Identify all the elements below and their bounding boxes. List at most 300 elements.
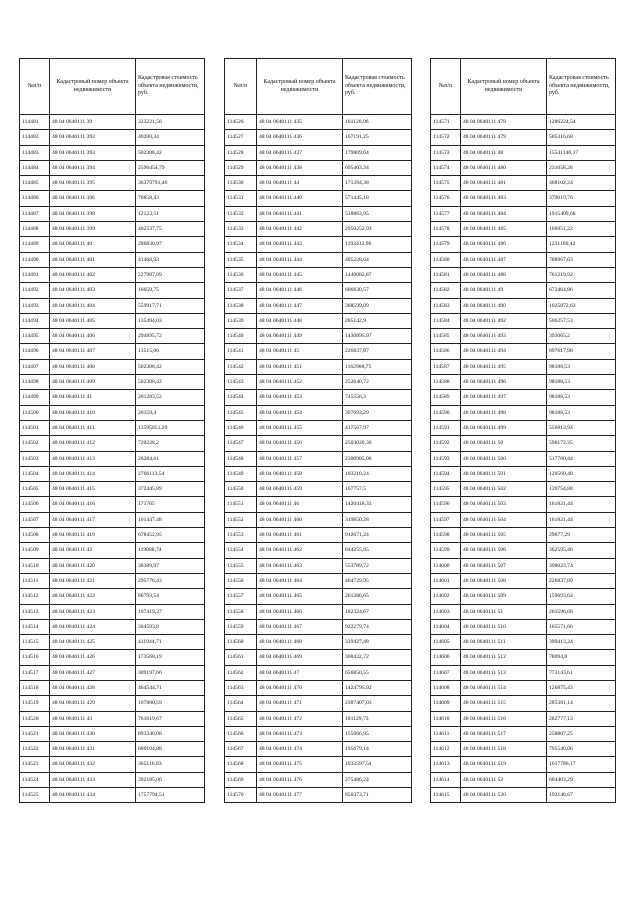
table-row bbox=[431, 390, 616, 405]
cadastral-number: 48 04 0640111 427 bbox=[50, 665, 136, 680]
cadastral-number: 48 04 0640111 396 bbox=[50, 191, 136, 206]
cadastral-value: 761219,92 bbox=[547, 267, 616, 282]
table-row bbox=[431, 222, 616, 237]
table-row bbox=[20, 573, 205, 588]
row-number: 114526 bbox=[225, 115, 257, 130]
table-row bbox=[431, 191, 616, 206]
cadastral-number: 48 04 0640111 453 bbox=[257, 390, 343, 405]
table-body bbox=[431, 115, 616, 803]
cadastral-number: 48 04 0640111 41 bbox=[50, 390, 136, 405]
row-number: 114492 bbox=[20, 283, 50, 298]
row-number: 114536 bbox=[225, 267, 257, 282]
cadastral-value: 309197,66 bbox=[136, 665, 205, 680]
cadastral-value: 16659,75 bbox=[136, 283, 205, 298]
cadastral-value: 1424795,92 bbox=[343, 680, 412, 695]
cadastral-number: 48 04 0640111 47 bbox=[257, 665, 343, 680]
cadastral-number: 48 04 0640111 394 bbox=[50, 160, 136, 175]
cadastral-number: 48 04 0640111 506 bbox=[461, 543, 547, 558]
table-row bbox=[225, 267, 412, 282]
row-number: 114485 bbox=[20, 176, 50, 191]
row-number: 114603 bbox=[431, 604, 461, 619]
cadastral-value: 468102,24 bbox=[547, 176, 616, 191]
row-number: 114614 bbox=[431, 772, 461, 787]
cadastral-value: 159693,64 bbox=[547, 589, 616, 604]
table-row bbox=[225, 375, 412, 390]
row-number: 114542 bbox=[225, 359, 257, 374]
cadastral-value: 1231160,42 bbox=[547, 237, 616, 252]
row-number: 114543 bbox=[225, 375, 257, 390]
row-number: 114575 bbox=[431, 176, 461, 191]
cadastral-value: 319850,28 bbox=[343, 512, 412, 527]
cadastral-value: 912671,24 bbox=[343, 528, 412, 543]
table-row bbox=[431, 497, 616, 512]
table-row bbox=[20, 375, 205, 390]
table-row bbox=[431, 436, 616, 451]
cadastral-value: 192148,67 bbox=[547, 788, 616, 803]
row-number: 114482 bbox=[20, 130, 50, 145]
cadastral-number: 48 04 0640111 432 bbox=[50, 757, 136, 772]
cadastral-value: 282777,13 bbox=[547, 711, 616, 726]
table-row bbox=[20, 558, 205, 573]
cadastral-value: 402537,75 bbox=[136, 222, 205, 237]
cadastral-value: 161120,06 bbox=[343, 115, 412, 130]
row-number: 114500 bbox=[20, 405, 50, 420]
table-row bbox=[225, 604, 412, 619]
cadastral-number: 48 04 0640111 399 bbox=[50, 222, 136, 237]
row-number: 114539 bbox=[225, 313, 257, 328]
table-row bbox=[431, 145, 616, 160]
cadastral-value: 226837,89 bbox=[547, 573, 616, 588]
row-number: 114522 bbox=[20, 742, 50, 757]
cadastral-number: 48 04 0640111 494 bbox=[461, 344, 547, 359]
table-row bbox=[225, 191, 412, 206]
table-row bbox=[431, 344, 616, 359]
cadastral-number: 48 04 0640111 426 bbox=[50, 650, 136, 665]
row-number: 114490 bbox=[20, 252, 50, 267]
cadastral-number: 48 04 0640111 430 bbox=[50, 726, 136, 741]
cadastral-value: 227987,89 bbox=[136, 267, 205, 282]
cadastral-number: 48 04 0640111 485 bbox=[461, 222, 547, 237]
table-row bbox=[225, 145, 412, 160]
table-row bbox=[225, 772, 412, 787]
header-num: №п/п bbox=[225, 59, 257, 115]
cadastral-value: 505316,68 bbox=[547, 130, 616, 145]
table-row bbox=[225, 466, 412, 481]
cadastral-value: 171765 bbox=[136, 497, 205, 512]
row-number: 114546 bbox=[225, 420, 257, 435]
table-row bbox=[20, 650, 205, 665]
row-number: 114528 bbox=[225, 145, 257, 160]
row-number: 114481 bbox=[20, 115, 50, 130]
row-number: 114612 bbox=[431, 742, 461, 757]
cadastral-number: 48 04 0640111 512 bbox=[461, 650, 547, 665]
cadastral-number: 48 04 0640111 403 bbox=[50, 283, 136, 298]
row-number: 114588 bbox=[431, 375, 461, 390]
cadastral-value: 167191,25 bbox=[343, 130, 412, 145]
table-row bbox=[20, 298, 205, 313]
row-number: 114510 bbox=[20, 558, 50, 573]
row-number: 114548 bbox=[225, 451, 257, 466]
cadastral-number: 48 04 0640111 414 bbox=[50, 466, 136, 481]
table-row bbox=[20, 359, 205, 374]
cadastral-number: 48 04 0640111 412 bbox=[50, 436, 136, 451]
cadastral-value: 362595,46 bbox=[547, 543, 616, 558]
row-number: 114549 bbox=[225, 466, 257, 481]
table-header-row bbox=[225, 59, 412, 115]
row-number: 114566 bbox=[225, 726, 257, 741]
cadastral-value: 161821,44 bbox=[547, 497, 616, 512]
cadastral-value: 285142,9 bbox=[343, 313, 412, 328]
cadastral-value: 922279,74 bbox=[343, 619, 412, 634]
cadastral-number: 48 04 0640111 496 bbox=[461, 375, 547, 390]
table-row bbox=[225, 635, 412, 650]
table-row bbox=[20, 589, 205, 604]
cadastral-value: 126875,43 bbox=[547, 680, 616, 695]
cadastral-number: 48 04 0640111 472 bbox=[257, 711, 343, 726]
cadastral-value: 107419,37 bbox=[136, 604, 205, 619]
cadastral-number: 48 04 0640111 465 bbox=[257, 589, 343, 604]
table-row bbox=[20, 528, 205, 543]
cadastral-number: 48 04 0640111 443 bbox=[257, 237, 343, 252]
cadastral-number: 48 04 0640111 398 bbox=[50, 206, 136, 221]
table-row bbox=[225, 115, 412, 130]
cadastral-value: 120560,48 bbox=[547, 466, 616, 481]
table-row bbox=[20, 543, 205, 558]
cadastral-number: 48 04 0640111 481 bbox=[461, 176, 547, 191]
table-row bbox=[225, 252, 412, 267]
cadastral-number: 48 04 0640111 51 bbox=[461, 604, 547, 619]
cadastral-value: 70858,43 bbox=[136, 191, 205, 206]
row-number: 114523 bbox=[20, 757, 50, 772]
table-row bbox=[20, 726, 205, 741]
cadastral-number: 48 04 0640111 45 bbox=[257, 344, 343, 359]
row-number: 114491 bbox=[20, 267, 50, 282]
cadastral-table-2 bbox=[224, 58, 412, 803]
table-row bbox=[431, 696, 616, 711]
row-number: 114611 bbox=[431, 726, 461, 741]
cadastral-value: 680104,88 bbox=[136, 742, 205, 757]
cadastral-value: 556813,94 bbox=[547, 420, 616, 435]
row-number: 114573 bbox=[431, 145, 461, 160]
cadastral-number: 48 04 0640111 440 bbox=[257, 191, 343, 206]
row-number: 114578 bbox=[431, 222, 461, 237]
row-number: 114606 bbox=[431, 650, 461, 665]
cadastral-value: 596172,35 bbox=[547, 436, 616, 451]
row-number: 114489 bbox=[20, 237, 50, 252]
table-row bbox=[431, 359, 616, 374]
cadastral-value: 80793,54 bbox=[136, 589, 205, 604]
table-row bbox=[225, 543, 412, 558]
row-number: 114518 bbox=[20, 680, 50, 695]
cadastral-value: 379019,76 bbox=[547, 191, 616, 206]
row-number: 114600 bbox=[431, 558, 461, 573]
cadastral-value: 417567,97 bbox=[343, 420, 412, 435]
table-row bbox=[225, 619, 412, 634]
row-number: 114553 bbox=[225, 528, 257, 543]
cadastral-number: 48 04 0640111 431 bbox=[50, 742, 136, 757]
cadastral-number: 48 04 0640111 39 bbox=[50, 115, 136, 130]
table-row bbox=[431, 160, 616, 175]
table-row bbox=[225, 313, 412, 328]
table-row bbox=[225, 573, 412, 588]
cadastral-number: 48 04 0640111 456 bbox=[257, 436, 343, 451]
row-number: 114503 bbox=[20, 451, 50, 466]
row-number: 114484 bbox=[20, 160, 50, 175]
cadastral-value: 397693,29 bbox=[343, 405, 412, 420]
cadastral-value: 12123,51 bbox=[136, 206, 205, 221]
cadastral-number: 48 04 0640111 516 bbox=[461, 711, 547, 726]
cadastral-number: 48 04 0640111 503 bbox=[461, 497, 547, 512]
cadastral-value: 506257,53 bbox=[547, 313, 616, 328]
cadastral-number: 48 04 0640111 44 bbox=[257, 176, 343, 191]
cadastral-number: 48 04 0640111 428 bbox=[50, 680, 136, 695]
table-row bbox=[431, 528, 616, 543]
cadastral-value: 745556,3 bbox=[343, 390, 412, 405]
table-row bbox=[20, 130, 205, 145]
table-row bbox=[431, 742, 616, 757]
cadastral-value: 411944,71 bbox=[136, 635, 205, 650]
cadastral-value: 13515,06 bbox=[136, 344, 205, 359]
cadastral-number: 48 04 0640111 519 bbox=[461, 757, 547, 772]
row-number: 114550 bbox=[225, 482, 257, 497]
table-row bbox=[225, 742, 412, 757]
row-number: 114538 bbox=[225, 298, 257, 313]
cadastral-number: 48 04 0640111 446 bbox=[257, 283, 343, 298]
table-header-row bbox=[20, 59, 205, 115]
table-row bbox=[225, 528, 412, 543]
row-number: 114569 bbox=[225, 772, 257, 787]
cadastral-number: 48 04 0640111 52 bbox=[461, 772, 547, 787]
cadastral-value: 101447,48 bbox=[136, 512, 205, 527]
row-number: 114488 bbox=[20, 222, 50, 237]
cadastral-number: 48 04 0640111 493 bbox=[461, 329, 547, 344]
table-row bbox=[225, 436, 412, 451]
table-row bbox=[225, 206, 412, 221]
cadastral-number: 48 04 0640111 475 bbox=[257, 757, 343, 772]
table-row bbox=[225, 589, 412, 604]
cadastral-value: 393065,2 bbox=[547, 329, 616, 344]
cadastral-number: 48 04 0640111 473 bbox=[257, 726, 343, 741]
cadastral-value: 201283,52 bbox=[136, 390, 205, 405]
cadastral-value: 604403,29 bbox=[547, 772, 616, 787]
table-row bbox=[225, 558, 412, 573]
cadastral-number: 48 04 0640111 497 bbox=[461, 390, 547, 405]
cadastral-number: 48 04 0640111 495 bbox=[461, 359, 547, 374]
cadastral-value: 295776,43 bbox=[136, 573, 205, 588]
row-number: 114531 bbox=[225, 191, 257, 206]
cadastral-table-1 bbox=[19, 58, 205, 803]
cadastral-value: 231058,28 bbox=[547, 160, 616, 175]
row-number: 114574 bbox=[431, 160, 461, 175]
cadastral-value: 339427,48 bbox=[343, 635, 412, 650]
row-number: 114609 bbox=[431, 696, 461, 711]
cadastral-value: 161821,44 bbox=[547, 512, 616, 527]
row-number: 114509 bbox=[20, 543, 50, 558]
cadastral-number: 48 04 0640111 458 bbox=[257, 466, 343, 481]
row-number: 114512 bbox=[20, 589, 50, 604]
table-row bbox=[20, 176, 205, 191]
row-number: 114520 bbox=[20, 711, 50, 726]
cadastral-value: 36379791,46 bbox=[136, 176, 205, 191]
cadastral-number: 48 04 0640111 514 bbox=[461, 680, 547, 695]
row-number: 114506 bbox=[20, 497, 50, 512]
table-row bbox=[225, 176, 412, 191]
cadastral-value: 656850,55 bbox=[343, 665, 412, 680]
cadastral-value: 893340,08 bbox=[136, 726, 205, 741]
cadastral-number: 48 04 0640111 461 bbox=[257, 528, 343, 543]
table-row bbox=[20, 619, 205, 634]
cadastral-number: 48 04 0640111 504 bbox=[461, 512, 547, 527]
row-number: 114551 bbox=[225, 497, 257, 512]
cadastral-number: 48 04 0640111 436 bbox=[257, 130, 343, 145]
row-number: 114530 bbox=[225, 176, 257, 191]
row-number: 114597 bbox=[431, 512, 461, 527]
cadastral-number: 48 04 0640111 515 bbox=[461, 696, 547, 711]
row-number: 114571 bbox=[431, 115, 461, 130]
cadastral-value: 103210,24 bbox=[343, 466, 412, 481]
cadastral-value: 2300985,06 bbox=[343, 451, 412, 466]
row-number: 114534 bbox=[225, 237, 257, 252]
table-row bbox=[225, 359, 412, 374]
row-number: 114496 bbox=[20, 344, 50, 359]
cadastral-number: 48 04 0640111 419 bbox=[50, 528, 136, 543]
cadastral-number: 48 04 0640111 454 bbox=[257, 405, 343, 420]
cadastral-value: 720228,2 bbox=[136, 436, 205, 451]
cadastral-value: 464544,71 bbox=[136, 680, 205, 695]
cadastral-number: 48 04 0640111 392 bbox=[50, 130, 136, 145]
row-number: 114576 bbox=[431, 191, 461, 206]
table-row bbox=[20, 405, 205, 420]
table-row bbox=[20, 497, 205, 512]
row-number: 114563 bbox=[225, 680, 257, 695]
table-row bbox=[225, 160, 412, 175]
cadastral-value: 13595851,29 bbox=[136, 420, 205, 435]
cadastral-number: 48 04 0640111 48 bbox=[461, 145, 547, 160]
cadastral-value: 368599,09 bbox=[343, 298, 412, 313]
cadastral-value: 179809,64 bbox=[343, 145, 412, 160]
cadastral-number: 48 04 0640111 423 bbox=[50, 604, 136, 619]
table-row bbox=[225, 329, 412, 344]
table-row bbox=[431, 237, 616, 252]
cadastral-number: 48 04 0640111 406 bbox=[50, 329, 136, 344]
table-row bbox=[431, 788, 616, 803]
table-row bbox=[225, 757, 412, 772]
cadastral-value: 20159,4 bbox=[136, 405, 205, 420]
row-number: 114515 bbox=[20, 635, 50, 650]
cadastral-number: 48 04 0640111 408 bbox=[50, 359, 136, 374]
row-number: 114602 bbox=[431, 589, 461, 604]
table-row bbox=[20, 191, 205, 206]
cadastral-number: 48 04 0640111 451 bbox=[257, 359, 343, 374]
cadastral-number: 48 04 0640111 448 bbox=[257, 313, 343, 328]
cadastral-number: 48 04 0640111 518 bbox=[461, 742, 547, 757]
table-row bbox=[20, 665, 205, 680]
cadastral-value: 2950252,93 bbox=[343, 222, 412, 237]
table-row bbox=[225, 405, 412, 420]
table-row bbox=[20, 115, 205, 130]
cadastral-value: 850373,71 bbox=[343, 788, 412, 803]
cadastral-value: 20284,61 bbox=[136, 451, 205, 466]
cadastral-value: 1446082,87 bbox=[343, 267, 412, 282]
cadastral-value: 181129,73 bbox=[343, 711, 412, 726]
table-row bbox=[431, 405, 616, 420]
row-number: 114577 bbox=[431, 206, 461, 221]
table-row bbox=[20, 512, 205, 527]
cadastral-number: 48 04 0640111 42 bbox=[50, 543, 136, 558]
cadastral-value: 405228,64 bbox=[343, 252, 412, 267]
row-number: 114570 bbox=[225, 788, 257, 803]
row-number: 114532 bbox=[225, 206, 257, 221]
cadastral-value: 399413,24 bbox=[547, 635, 616, 650]
table-row bbox=[431, 176, 616, 191]
row-number: 114557 bbox=[225, 589, 257, 604]
cadastral-value: 107880,59 bbox=[136, 696, 205, 711]
cadastral-value: 1162988,75 bbox=[343, 359, 412, 374]
row-number: 114590 bbox=[431, 405, 461, 420]
table-row bbox=[431, 267, 616, 282]
row-number: 114487 bbox=[20, 206, 50, 221]
row-number: 114525 bbox=[20, 788, 50, 803]
row-number: 114568 bbox=[225, 757, 257, 772]
row-number: 114604 bbox=[431, 619, 461, 634]
row-number: 114533 bbox=[225, 222, 257, 237]
table-row bbox=[20, 788, 205, 803]
table-row bbox=[431, 420, 616, 435]
cadastral-number: 48 04 0640111 447 bbox=[257, 298, 343, 313]
cadastral-value: 98188,53 bbox=[547, 375, 616, 390]
cadastral-number: 48 04 0640111 46 bbox=[257, 497, 343, 512]
row-number: 114493 bbox=[20, 298, 50, 313]
cadastral-value: 41468,93 bbox=[136, 252, 205, 267]
table-row bbox=[20, 237, 205, 252]
cadastral-number: 48 04 0640111 407 bbox=[50, 344, 136, 359]
cadastral-number: 48 04 0640111 471 bbox=[257, 696, 343, 711]
table-row bbox=[431, 375, 616, 390]
table-row bbox=[225, 451, 412, 466]
row-number: 114581 bbox=[431, 267, 461, 282]
cadastral-value: 195679,14 bbox=[343, 742, 412, 757]
cadastral-number: 48 04 0640111 520 bbox=[461, 788, 547, 803]
cadastral-value: 606830,57 bbox=[343, 283, 412, 298]
row-number: 114511 bbox=[20, 573, 50, 588]
cadastral-value: 502308,42 bbox=[136, 359, 205, 374]
cadastral-number: 48 04 0640111 410 bbox=[50, 405, 136, 420]
row-number: 114517 bbox=[20, 665, 50, 680]
cadastral-number: 48 04 0640111 509 bbox=[461, 589, 547, 604]
row-number: 114502 bbox=[20, 436, 50, 451]
row-number: 114519 bbox=[20, 696, 50, 711]
cadastral-value: 365116,83 bbox=[136, 757, 205, 772]
cadastral-number: 48 04 0640111 487 bbox=[461, 252, 547, 267]
row-number: 114514 bbox=[20, 619, 50, 634]
cadastral-value: 1017786,17 bbox=[547, 757, 616, 772]
cadastral-number: 48 04 0640111 463 bbox=[257, 558, 343, 573]
cadastral-number: 48 04 0640111 498 bbox=[461, 405, 547, 420]
table-row bbox=[225, 344, 412, 359]
cadastral-number: 48 04 0640111 517 bbox=[461, 726, 547, 741]
row-number: 114494 bbox=[20, 313, 50, 328]
row-number: 114527 bbox=[225, 130, 257, 145]
table-row bbox=[20, 772, 205, 787]
cadastral-value: 392185,06 bbox=[136, 772, 205, 787]
cadastral-value: 644255,95 bbox=[343, 543, 412, 558]
cadastral-number: 48 04 0640111 469 bbox=[257, 650, 343, 665]
cadastral-value: 517760,44 bbox=[547, 451, 616, 466]
row-number: 114610 bbox=[431, 711, 461, 726]
table-row bbox=[225, 130, 412, 145]
cadastral-number: 48 04 0640111 420 bbox=[50, 558, 136, 573]
row-number: 114613 bbox=[431, 757, 461, 772]
